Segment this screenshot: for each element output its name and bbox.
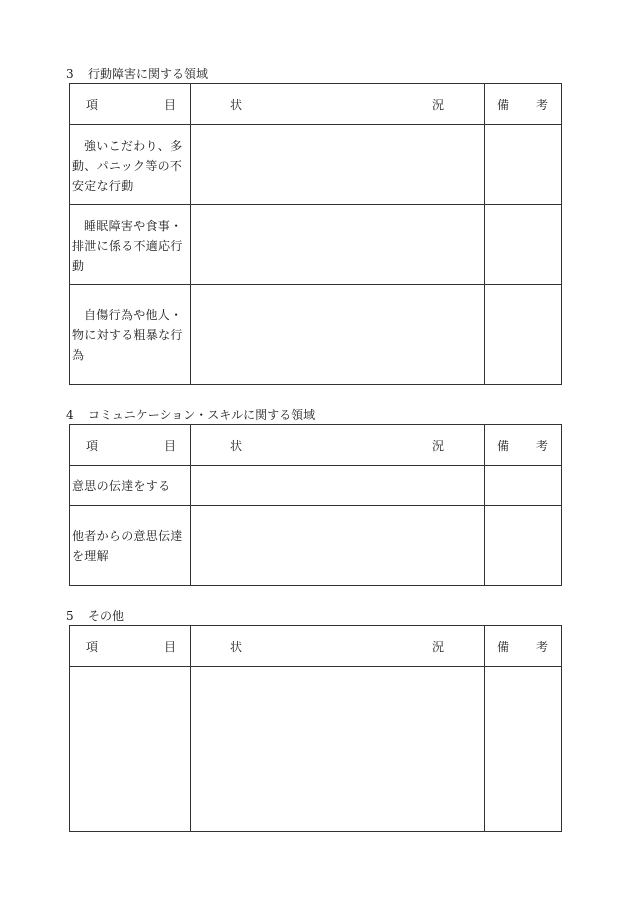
note-cell[interactable]	[485, 506, 562, 586]
section-3-heading: 行動障害に関する領域	[88, 67, 209, 81]
item-cell	[70, 466, 191, 506]
section-3-table	[69, 83, 562, 385]
header-state-cell	[191, 425, 485, 466]
item-label: 強いこだわり、多動、パニック等の不安定な行動	[72, 139, 183, 193]
note-cell[interactable]	[485, 125, 562, 205]
section-4-heading: コミュニケーション・スキルに関する領域	[88, 408, 316, 422]
header-note-char-1: 備	[497, 639, 510, 654]
table-row	[70, 506, 562, 586]
item-label: 他者からの意思伝達を理解	[72, 529, 183, 563]
header-item-char-1: 項	[86, 438, 99, 453]
header-item-cell	[70, 425, 191, 466]
header-state-char-2: 況	[431, 438, 444, 453]
header-note-char-2: 考	[535, 438, 548, 453]
state-cell[interactable]	[191, 667, 485, 832]
table-row	[70, 667, 562, 832]
header-item-char-2: 目	[163, 97, 176, 112]
section-5-heading: その他	[88, 609, 125, 623]
section-3-header-row	[70, 84, 562, 125]
item-cell	[70, 285, 191, 385]
item-cell[interactable]	[70, 667, 191, 832]
header-note-cell	[485, 84, 562, 125]
item-label: 睡眠障害や食事・排泄に係る不適応行動	[72, 219, 183, 273]
table-row	[70, 285, 562, 385]
header-item-char-2: 目	[163, 438, 176, 453]
header-note-char-1: 備	[497, 438, 510, 453]
item-label	[70, 667, 190, 678]
table-row	[70, 125, 562, 205]
header-item-cell	[70, 84, 191, 125]
section-5-table	[69, 625, 562, 832]
item-cell	[70, 205, 191, 285]
section-4-title	[66, 408, 315, 422]
note-cell[interactable]	[485, 466, 562, 506]
header-note-char-2: 考	[535, 639, 548, 654]
section-5-title	[66, 609, 124, 623]
section-4-number: 4	[66, 408, 74, 422]
item-label: 意思の伝達をする	[72, 479, 171, 493]
item-cell	[70, 125, 191, 205]
item-cell	[70, 506, 191, 586]
section-4-table	[69, 424, 562, 586]
header-note-char-1: 備	[497, 97, 510, 112]
note-cell[interactable]	[485, 285, 562, 385]
header-state-char-2: 況	[431, 639, 444, 654]
header-note-cell	[485, 425, 562, 466]
header-item-char-2: 目	[163, 639, 176, 654]
section-3-title	[66, 67, 208, 81]
state-cell[interactable]	[191, 285, 485, 385]
header-item-char-1: 項	[86, 97, 99, 112]
note-cell[interactable]	[485, 205, 562, 285]
note-cell[interactable]	[485, 667, 562, 832]
header-state-char-1: 状	[230, 97, 243, 112]
item-label: 自傷行為や他人・物に対する粗暴な行為	[72, 308, 183, 362]
header-state-cell	[191, 84, 485, 125]
header-note-char-2: 考	[535, 97, 548, 112]
header-item-cell	[70, 626, 191, 667]
table-row	[70, 466, 562, 506]
section-5-number: 5	[66, 609, 74, 623]
header-state-char-2: 況	[431, 97, 444, 112]
header-state-char-1: 状	[230, 639, 243, 654]
header-note-cell	[485, 626, 562, 667]
section-5-header-row	[70, 626, 562, 667]
header-item-char-1: 項	[86, 639, 99, 654]
state-cell[interactable]	[191, 466, 485, 506]
state-cell[interactable]	[191, 205, 485, 285]
section-4-header-row	[70, 425, 562, 466]
header-state-char-1: 状	[230, 438, 243, 453]
state-cell[interactable]	[191, 125, 485, 205]
header-state-cell	[191, 626, 485, 667]
state-cell[interactable]	[191, 506, 485, 586]
section-3-number: 3	[66, 67, 74, 81]
table-row	[70, 205, 562, 285]
